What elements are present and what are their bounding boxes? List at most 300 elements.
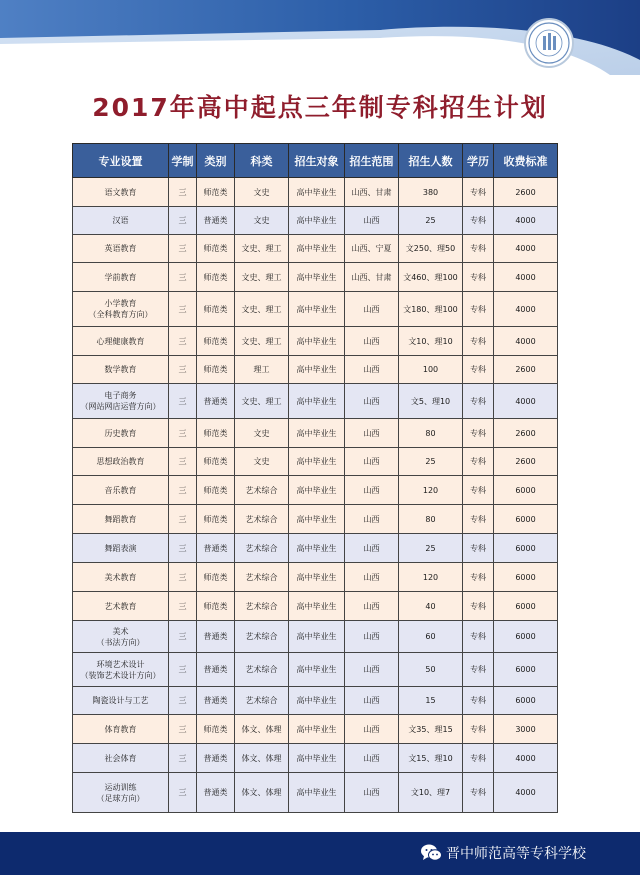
subject-cell (235, 178, 289, 207)
duration-cell (169, 687, 197, 715)
duration-text: 三 (178, 788, 187, 797)
subject-cell (235, 292, 289, 327)
area-text: 山西 (363, 514, 380, 524)
category-cell (197, 207, 235, 235)
subject-text: 艺术综合 (245, 572, 278, 582)
subject-cell (235, 476, 289, 505)
header-major: 专业设置 (73, 144, 169, 178)
major-cell (73, 207, 169, 235)
area-text: 山西、甘肃 (351, 187, 392, 197)
count-text: 120 (422, 572, 439, 582)
count-cell (399, 263, 463, 292)
category-text: 师范类 (203, 244, 228, 253)
count-text: 40 (425, 601, 436, 611)
major-text: 小学教育 (104, 299, 137, 308)
duration-text: 三 (178, 724, 187, 734)
duration-cell (169, 476, 197, 505)
duration-cell (169, 327, 197, 356)
duration-text: 三 (178, 485, 187, 495)
major-text: 运动训练 (104, 782, 137, 792)
count-cell (399, 505, 463, 534)
duration-cell (169, 356, 197, 384)
table-row (73, 356, 558, 384)
target-cell (289, 687, 345, 715)
area-text: 山西 (363, 572, 380, 582)
area-text: 山西 (363, 724, 380, 734)
duration-text: 三 (178, 187, 187, 197)
count-text: 文10、理7 (410, 788, 451, 797)
fee-text: 4000 (515, 272, 536, 282)
fee-cell (494, 744, 558, 773)
major-text: 英语教育 (104, 244, 137, 253)
count-text: 文250、理50 (405, 244, 456, 253)
table-row (73, 327, 558, 356)
target-text: 高中毕业生 (296, 428, 337, 438)
duration-cell (169, 592, 197, 621)
target-cell (289, 563, 345, 592)
degree-text: 专科 (470, 244, 486, 253)
duration-cell (169, 715, 197, 744)
category-text: 师范类 (203, 187, 228, 197)
count-text: 60 (425, 632, 436, 641)
fee-cell (494, 715, 558, 744)
fee-text: 6000 (515, 696, 536, 705)
subject-cell (235, 687, 289, 715)
table-row (73, 384, 558, 419)
area-cell (345, 207, 399, 235)
duration-cell (169, 653, 197, 687)
area-cell (345, 621, 399, 653)
area-cell (345, 534, 399, 563)
target-cell (289, 653, 345, 687)
fee-cell (494, 384, 558, 419)
area-text: 山西 (363, 788, 380, 797)
duration-text: 三 (178, 753, 187, 763)
major-text: 体育教育 (104, 724, 137, 734)
fee-cell (494, 263, 558, 292)
major-direction-text: （网站网店运营方向） (80, 402, 161, 411)
table-row (73, 448, 558, 476)
target-cell (289, 327, 345, 356)
duration-text: 三 (178, 244, 187, 253)
duration-text: 三 (178, 336, 187, 346)
degree-text: 专科 (470, 304, 486, 314)
area-text: 山西、宁夏 (351, 244, 392, 253)
target-cell (289, 263, 345, 292)
count-cell (399, 292, 463, 327)
header-subject: 科类 (235, 144, 289, 178)
category-text: 普通类 (203, 543, 228, 553)
degree-text: 专科 (470, 696, 486, 705)
area-text: 山西、甘肃 (351, 272, 392, 282)
fee-text: 4000 (515, 304, 536, 314)
category-cell (197, 235, 235, 263)
category-text: 师范类 (203, 336, 228, 346)
degree-cell (463, 715, 494, 744)
degree-text: 专科 (470, 632, 486, 641)
target-cell (289, 476, 345, 505)
major-cell (73, 448, 169, 476)
degree-cell (463, 356, 494, 384)
target-text: 高中毕业生 (296, 244, 337, 253)
fee-cell (494, 621, 558, 653)
fee-text: 6000 (515, 514, 536, 524)
fee-cell (494, 773, 558, 813)
category-text: 师范类 (203, 457, 228, 466)
fee-text: 6000 (515, 572, 536, 582)
target-text: 高中毕业生 (296, 216, 337, 225)
target-cell (289, 356, 345, 384)
major-cell (73, 178, 169, 207)
target-text: 高中毕业生 (296, 457, 337, 466)
fee-text: 6000 (515, 543, 536, 553)
area-cell (345, 384, 399, 419)
subject-text: 文史、理工 (241, 244, 282, 253)
degree-cell (463, 653, 494, 687)
major-cell (73, 327, 169, 356)
major-direction-text: （书法方向） (96, 637, 145, 647)
major-text: 艺术教育 (104, 601, 137, 611)
subject-text: 体文、体理 (241, 788, 282, 797)
fee-text: 4000 (515, 753, 536, 763)
target-cell (289, 292, 345, 327)
subject-text: 文史 (253, 187, 270, 197)
major-cell (73, 263, 169, 292)
major-cell (73, 235, 169, 263)
degree-text: 专科 (470, 485, 486, 495)
target-cell (289, 773, 345, 813)
fee-text: 4000 (515, 396, 536, 406)
subject-text: 理工 (253, 365, 270, 374)
major-direction-text: （足球方向） (96, 793, 145, 803)
area-text: 山西 (363, 665, 380, 674)
major-cell (73, 687, 169, 715)
degree-cell (463, 448, 494, 476)
count-cell (399, 687, 463, 715)
enrollment-table-container (72, 143, 557, 813)
table-row (73, 534, 558, 563)
degree-cell (463, 476, 494, 505)
degree-text: 专科 (470, 428, 486, 438)
duration-text: 三 (178, 696, 187, 705)
count-cell (399, 356, 463, 384)
category-text: 师范类 (203, 272, 228, 282)
subject-text: 艺术综合 (245, 485, 278, 495)
degree-text: 专科 (470, 572, 486, 582)
header-category: 类别 (197, 144, 235, 178)
count-cell (399, 178, 463, 207)
fee-cell (494, 653, 558, 687)
fee-text: 4000 (515, 244, 536, 253)
category-text: 普通类 (203, 788, 228, 797)
category-text: 师范类 (203, 485, 228, 495)
area-text: 山西 (363, 696, 380, 705)
major-text: 美术 (112, 626, 129, 636)
target-text: 高中毕业生 (296, 514, 337, 524)
category-text: 普通类 (203, 216, 228, 225)
duration-cell (169, 534, 197, 563)
table-row (73, 744, 558, 773)
count-text: 15 (425, 696, 436, 705)
area-text: 山西 (363, 365, 380, 374)
degree-text: 专科 (470, 216, 486, 225)
target-text: 高中毕业生 (296, 272, 337, 282)
count-text: 80 (425, 514, 436, 524)
target-cell (289, 744, 345, 773)
duration-cell (169, 773, 197, 813)
fee-text: 4000 (515, 216, 536, 225)
count-text: 文15、理10 (408, 753, 453, 763)
table-row (73, 235, 558, 263)
major-text: 舞蹈表演 (104, 543, 137, 553)
area-text: 山西 (363, 428, 380, 438)
table-row (73, 687, 558, 715)
major-text: 数学教育 (104, 365, 137, 374)
count-text: 380 (422, 187, 439, 197)
header-fee: 收费标准 (494, 144, 558, 178)
degree-cell (463, 621, 494, 653)
fee-text: 6000 (515, 601, 536, 611)
category-cell (197, 563, 235, 592)
duration-text: 三 (178, 632, 187, 641)
category-cell (197, 419, 235, 448)
category-cell (197, 744, 235, 773)
subject-text: 文史、理工 (241, 272, 282, 282)
fee-text: 6000 (515, 665, 536, 674)
duration-text: 三 (178, 304, 187, 314)
category-cell (197, 592, 235, 621)
area-cell (345, 744, 399, 773)
school-seal-icon (526, 20, 572, 66)
duration-text: 三 (178, 601, 187, 611)
duration-text: 三 (178, 365, 187, 374)
count-cell (399, 327, 463, 356)
degree-text: 专科 (470, 365, 486, 374)
subject-cell (235, 263, 289, 292)
subject-text: 文史 (253, 216, 270, 225)
fee-text: 3000 (515, 724, 536, 734)
duration-cell (169, 292, 197, 327)
major-cell (73, 621, 169, 653)
category-cell (197, 621, 235, 653)
count-cell (399, 563, 463, 592)
area-text: 山西 (363, 336, 380, 346)
target-text: 高中毕业生 (296, 632, 337, 641)
degree-cell (463, 505, 494, 534)
count-text: 25 (425, 457, 436, 466)
major-text: 电子商务 (104, 391, 137, 400)
area-cell (345, 327, 399, 356)
count-text: 文180、理100 (403, 304, 458, 314)
count-cell (399, 773, 463, 813)
degree-text: 专科 (470, 514, 486, 524)
area-cell (345, 687, 399, 715)
subject-cell (235, 715, 289, 744)
table-row (73, 715, 558, 744)
duration-cell (169, 563, 197, 592)
major-cell (73, 534, 169, 563)
degree-text: 专科 (470, 187, 486, 197)
area-cell (345, 476, 399, 505)
header-count: 招生人数 (399, 144, 463, 178)
degree-cell (463, 384, 494, 419)
category-text: 普通类 (203, 665, 228, 674)
major-text: 陶瓷设计与工艺 (92, 696, 149, 705)
category-cell (197, 505, 235, 534)
area-cell (345, 356, 399, 384)
target-text: 高中毕业生 (296, 543, 337, 553)
major-text: 历史教育 (104, 428, 137, 438)
degree-text: 专科 (470, 457, 486, 466)
duration-text: 三 (178, 272, 187, 282)
degree-cell (463, 327, 494, 356)
fee-cell (494, 687, 558, 715)
count-text: 25 (425, 543, 436, 553)
degree-cell (463, 563, 494, 592)
area-text: 山西 (363, 753, 380, 763)
degree-cell (463, 178, 494, 207)
major-cell (73, 653, 169, 687)
major-cell (73, 419, 169, 448)
subject-cell (235, 207, 289, 235)
subject-cell (235, 773, 289, 813)
duration-cell (169, 621, 197, 653)
category-text: 普通类 (203, 632, 228, 641)
major-text: 汉语 (112, 216, 129, 225)
major-cell (73, 292, 169, 327)
wechat-icon (420, 843, 442, 863)
duration-text: 三 (178, 665, 187, 674)
target-text: 高中毕业生 (296, 696, 337, 705)
fee-text: 4000 (515, 336, 536, 346)
degree-cell (463, 687, 494, 715)
category-cell (197, 178, 235, 207)
subject-cell (235, 653, 289, 687)
major-direction-text: （全科教育方向） (88, 310, 153, 319)
subject-text: 艺术综合 (245, 514, 278, 524)
duration-cell (169, 419, 197, 448)
target-cell (289, 621, 345, 653)
target-cell (289, 178, 345, 207)
area-cell (345, 448, 399, 476)
table-row (73, 592, 558, 621)
category-text: 普通类 (203, 396, 228, 406)
target-text: 高中毕业生 (296, 601, 337, 611)
duration-text: 三 (178, 428, 187, 438)
target-cell (289, 207, 345, 235)
duration-cell (169, 263, 197, 292)
header-target: 招生对象 (289, 144, 345, 178)
subject-text: 文史、理工 (241, 396, 282, 406)
count-cell (399, 715, 463, 744)
duration-cell (169, 505, 197, 534)
major-cell (73, 773, 169, 813)
major-cell (73, 744, 169, 773)
count-cell (399, 235, 463, 263)
subject-text: 艺术综合 (245, 696, 278, 705)
degree-cell (463, 744, 494, 773)
count-cell (399, 744, 463, 773)
duration-text: 三 (178, 543, 187, 553)
degree-text: 专科 (470, 665, 486, 674)
target-cell (289, 419, 345, 448)
degree-text: 专科 (470, 601, 486, 611)
enrollment-plan-table (72, 143, 558, 813)
subject-text: 体文、体理 (241, 753, 282, 763)
duration-cell (169, 207, 197, 235)
area-cell (345, 592, 399, 621)
target-text: 高中毕业生 (296, 572, 337, 582)
target-text: 高中毕业生 (296, 788, 337, 797)
category-text: 师范类 (203, 428, 228, 438)
fee-text: 6000 (515, 485, 536, 495)
category-cell (197, 263, 235, 292)
count-text: 25 (425, 216, 436, 225)
table-row (73, 773, 558, 813)
count-cell (399, 384, 463, 419)
fee-text: 2600 (515, 365, 536, 374)
degree-text: 专科 (470, 724, 486, 734)
major-cell (73, 384, 169, 419)
fee-cell (494, 534, 558, 563)
table-header-row (73, 144, 558, 178)
area-cell (345, 178, 399, 207)
target-cell (289, 592, 345, 621)
fee-cell (494, 207, 558, 235)
school-seal-logo (524, 18, 574, 68)
duration-text: 三 (178, 396, 187, 406)
target-cell (289, 384, 345, 419)
duration-text: 三 (178, 572, 187, 582)
area-text: 山西 (363, 543, 380, 553)
subject-cell (235, 563, 289, 592)
area-cell (345, 263, 399, 292)
subject-text: 文史 (253, 428, 270, 438)
fee-cell (494, 178, 558, 207)
degree-cell (463, 263, 494, 292)
category-text: 普通类 (203, 753, 228, 763)
subject-cell (235, 235, 289, 263)
fee-cell (494, 476, 558, 505)
count-text: 100 (422, 365, 439, 374)
major-text: 社会体育 (104, 753, 137, 763)
duration-text: 三 (178, 457, 187, 466)
target-cell (289, 534, 345, 563)
category-text: 师范类 (203, 304, 228, 314)
page-title: 2017年高中起点三年制专科招生计划 (92, 93, 548, 122)
category-cell (197, 384, 235, 419)
major-cell (73, 563, 169, 592)
category-text: 师范类 (203, 572, 228, 582)
count-text: 120 (422, 485, 439, 495)
fee-cell (494, 356, 558, 384)
degree-text: 专科 (470, 396, 486, 406)
subject-cell (235, 505, 289, 534)
fee-text: 4000 (515, 788, 536, 797)
target-text: 高中毕业生 (296, 753, 337, 763)
fee-cell (494, 448, 558, 476)
table-row (73, 476, 558, 505)
target-text: 高中毕业生 (296, 336, 337, 346)
table-row (73, 419, 558, 448)
area-cell (345, 292, 399, 327)
duration-cell (169, 448, 197, 476)
subject-cell (235, 327, 289, 356)
category-cell (197, 327, 235, 356)
major-cell (73, 715, 169, 744)
target-text: 高中毕业生 (296, 187, 337, 197)
area-cell (345, 653, 399, 687)
